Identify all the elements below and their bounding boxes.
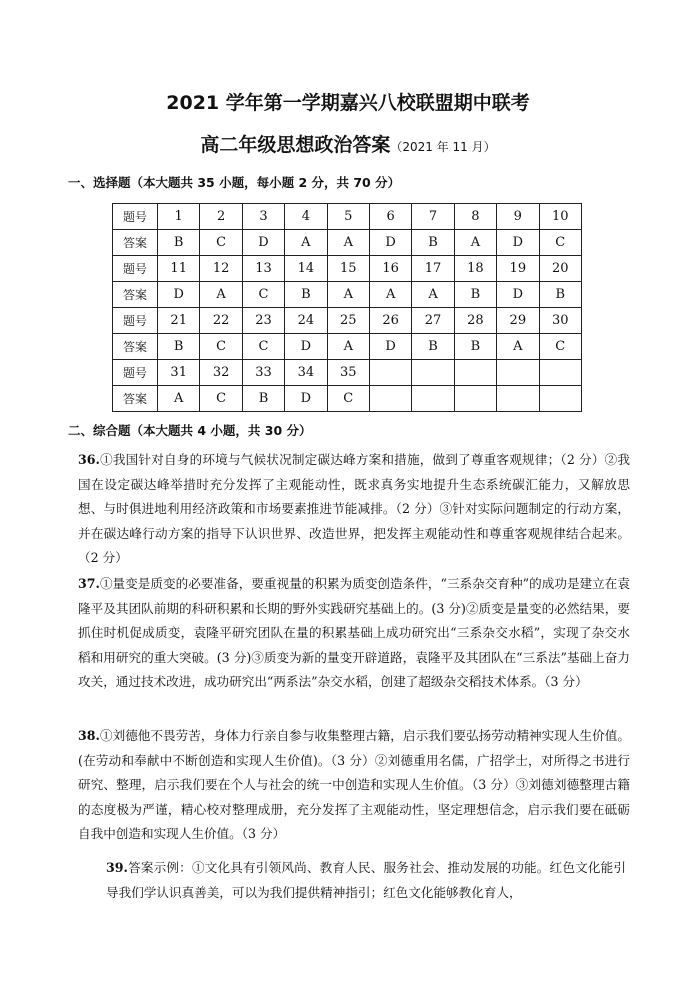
answer-cell: C (200, 230, 242, 256)
question-37 (76, 572, 630, 695)
answer-cell: D (369, 334, 411, 360)
answer-cell (412, 386, 454, 412)
question-number: 36. (78, 452, 100, 467)
question-number-cell: 2 (200, 204, 242, 230)
question-number: 37. (78, 576, 100, 591)
question-number-cell: 18 (454, 256, 496, 282)
question-number-cell: 10 (539, 204, 581, 230)
answer-cell: B (454, 282, 496, 308)
question-number: 39. (106, 860, 128, 875)
question-number-cell: 25 (327, 308, 369, 334)
question-number-cell: 31 (158, 360, 200, 386)
answer-cell (454, 386, 496, 412)
answer-cell: A (454, 230, 496, 256)
question-number-cell: 30 (539, 308, 581, 334)
question-number-cell: 4 (285, 204, 327, 230)
exam-date: （2021 年 11 月） (390, 140, 496, 154)
question-number-cell (369, 360, 411, 386)
answer-cell: C (242, 282, 284, 308)
subtitle-text: 高二年级思想政治答案 (200, 134, 391, 156)
question-number-cell: 28 (454, 308, 496, 334)
answer-text: ①刘德他不畏劳苦，身体力行亲自参与收集整理古籍，启示我们要弘扬劳动精神实现人生价值。(在劳动和奉献中不断创造和实现人生价值)。（3 分）②刘德重用名儒，广招学士，对所得之书进行研究、整理，启示我们要在个人与社会的统一中创造和实现人生价值。（3 分）③刘德刘德整理古籍的态度极为严谨，精心校对整理成册，充分发挥了主观能动性，坚定理想信念，启示我们要在砥砺自我中创造和实现人生价值。（3 分） (78, 728, 630, 841)
question-number-cell: 35 (327, 360, 369, 386)
row-label: 题号 (113, 204, 158, 230)
answer-cell: B (539, 282, 581, 308)
question-39 (104, 856, 626, 905)
answer-cell (539, 386, 581, 412)
answer-table (112, 203, 582, 412)
answer-cell: B (412, 334, 454, 360)
question-number-cell: 15 (327, 256, 369, 282)
page-title: 2021 学年第一学期嘉兴八校联盟期中联考 (166, 92, 530, 114)
answer-cell: C (242, 334, 284, 360)
question-number-cell: 9 (497, 204, 539, 230)
answer-text: 答案示例：①文化具有引领风尚、教育人民、服务社会、推动发展的功能。红色文化能引导我们学认识真善美，可以为我们提供精神指引；红色文化能够教化育人， (106, 860, 626, 900)
answer-cell: B (412, 230, 454, 256)
question-number-cell: 23 (242, 308, 284, 334)
question-number-row (113, 308, 582, 334)
question-number-cell: 34 (285, 360, 327, 386)
question-number-cell: 16 (369, 256, 411, 282)
answer-cell: A (158, 386, 200, 412)
answer-cell: A (327, 282, 369, 308)
question-number-cell (497, 360, 539, 386)
answer-cell: B (158, 334, 200, 360)
row-label: 答案 (113, 282, 158, 308)
section2-heading: 二、综合题（本大题共 4 小题，共 30 分） (68, 423, 312, 438)
row-label: 题号 (113, 256, 158, 282)
answer-cell: C (539, 334, 581, 360)
question-number: 38. (78, 728, 100, 743)
answer-cell: C (327, 386, 369, 412)
question-number-cell: 24 (285, 308, 327, 334)
row-label: 答案 (113, 386, 158, 412)
answer-cell: C (200, 386, 242, 412)
question-number-cell (412, 360, 454, 386)
question-38 (76, 724, 630, 847)
answer-cell: D (369, 230, 411, 256)
question-number-cell: 7 (412, 204, 454, 230)
answer-cell: B (242, 386, 284, 412)
answer-row (113, 282, 582, 308)
answer-text: ①量变是质变的必要准备，要重视量的积累为质变创造条件，“三系杂交育种”的成功是建立在袁隆平及其团队前期的科研积累和长期的野外实践研究基础上的。(3 分)②质变是量变的必然结果，要抓住时机促成质变，袁隆平研究团队在量的积累基础上成功研究出“三系杂交水稻”，实现了杂交水稻和用研究的重大突破。(3 分)③质变为新的量变开辟道路，袁隆平及其团队在“三系法”基础上奋力攻关，通过技术改进，成功研究出“两系法”杂交水稻，创建了超级杂交稻技术体系。（3 分） (78, 576, 630, 689)
answer-cell: B (454, 334, 496, 360)
answer-cell: A (327, 230, 369, 256)
question-number-cell: 20 (539, 256, 581, 282)
answer-cell: D (242, 230, 284, 256)
question-number-cell: 21 (158, 308, 200, 334)
question-number-cell: 22 (200, 308, 242, 334)
question-number-cell: 3 (242, 204, 284, 230)
question-number-cell: 5 (327, 204, 369, 230)
question-number-cell: 19 (497, 256, 539, 282)
question-number-cell: 12 (200, 256, 242, 282)
row-label: 题号 (113, 360, 158, 386)
answer-text: ①我国针对自身的环境与气候状况制定碳达峰方案和措施，做到了尊重客观规律；（2 分）②我国在设定碳达峰举措时充分发挥了主观能动性，既求真务实地提升生态系统碳汇能力，又解放思想、与时俱进地利用经济政策和市场要素推进节能减排。（2 分）③针对实际问题制定的行动方案，并在碳达峰行动方案的指导下认识世界、改造世界，把发挥主观能动性和尊重客观规律结合起来。（2 分） (78, 452, 630, 565)
answer-cell: A (412, 282, 454, 308)
question-number-cell: 33 (242, 360, 284, 386)
question-number-row (113, 256, 582, 282)
question-number-cell: 27 (412, 308, 454, 334)
question-number-cell: 26 (369, 308, 411, 334)
answer-row (113, 230, 582, 256)
page-subtitle (0, 130, 696, 157)
question-36 (76, 448, 630, 571)
answer-cell (497, 386, 539, 412)
answer-row (113, 334, 582, 360)
section1-heading: 一、选择题（本大题共 35 小题，每小题 2 分，共 70 分） (68, 175, 401, 190)
question-number-cell: 11 (158, 256, 200, 282)
answer-cell: C (539, 230, 581, 256)
question-number-cell: 13 (242, 256, 284, 282)
question-number-cell: 17 (412, 256, 454, 282)
answer-cell: C (200, 334, 242, 360)
question-number-cell: 29 (497, 308, 539, 334)
question-number-row (113, 204, 582, 230)
answer-cell (369, 386, 411, 412)
answer-cell: A (200, 282, 242, 308)
question-number-cell: 14 (285, 256, 327, 282)
answer-cell: A (285, 230, 327, 256)
answer-cell: B (285, 282, 327, 308)
question-number-cell (539, 360, 581, 386)
question-number-cell: 1 (158, 204, 200, 230)
row-label: 答案 (113, 334, 158, 360)
answer-cell: D (285, 386, 327, 412)
answer-cell: D (497, 282, 539, 308)
answer-cell: D (497, 230, 539, 256)
answer-cell: D (285, 334, 327, 360)
question-number-cell (454, 360, 496, 386)
answer-cell: A (327, 334, 369, 360)
question-number-cell: 6 (369, 204, 411, 230)
answer-cell: D (158, 282, 200, 308)
answer-cell: B (158, 230, 200, 256)
question-number-cell: 32 (200, 360, 242, 386)
answer-row (113, 386, 582, 412)
answer-cell: A (369, 282, 411, 308)
row-label: 题号 (113, 308, 158, 334)
question-number-row (113, 360, 582, 386)
row-label: 答案 (113, 230, 158, 256)
answer-cell: A (497, 334, 539, 360)
question-number-cell: 8 (454, 204, 496, 230)
